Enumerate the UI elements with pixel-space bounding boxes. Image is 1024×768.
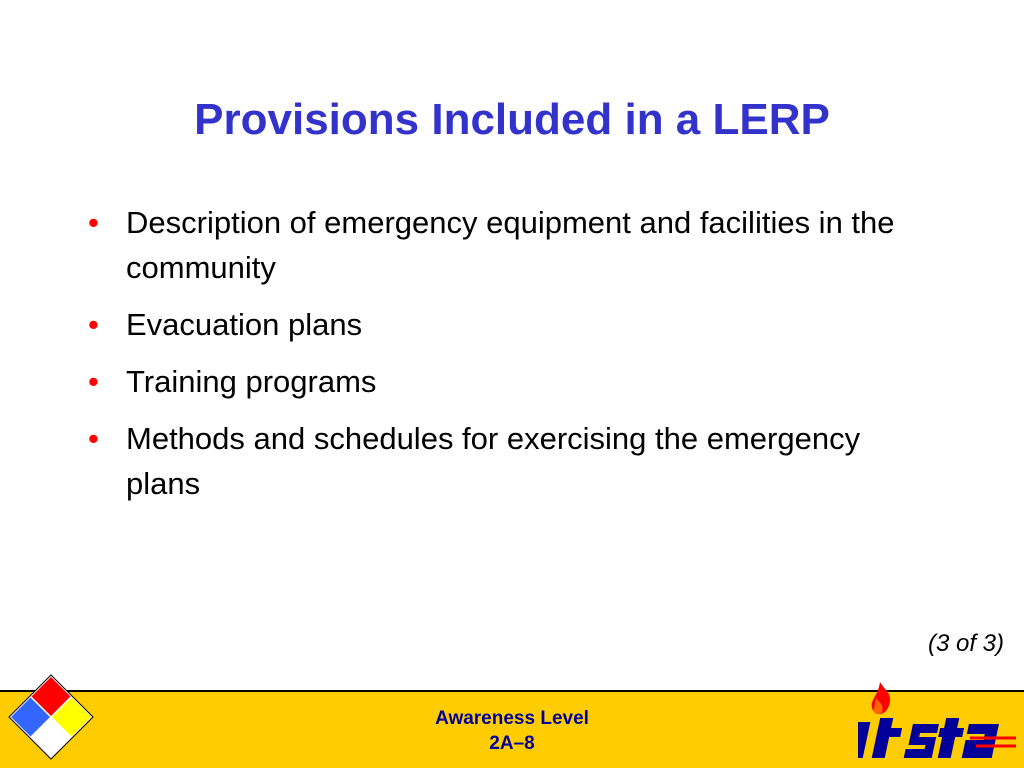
page-marker: (3 of 3) <box>927 630 1004 657</box>
bullet-item <box>84 416 904 506</box>
ifsta-logo-icon <box>858 672 1020 764</box>
bullet-list <box>84 200 904 518</box>
bullet-item <box>84 200 904 290</box>
bullet-item <box>84 302 904 347</box>
slide-title: Provisions Included in a LERP <box>194 95 830 144</box>
footer-slide-number: 2A–8 <box>489 733 535 754</box>
footer-level: Awareness Level <box>435 708 589 729</box>
bullet-text: Evacuation plans <box>126 307 363 342</box>
bullet-marker: • <box>88 364 99 399</box>
bullet-text: Training programs <box>126 364 377 399</box>
bullet-marker: • <box>88 205 99 240</box>
hazmat-diamond-icon <box>6 672 96 762</box>
bullet-item <box>84 359 904 404</box>
bullet-text: Methods and schedules for exercising the emergency plans <box>126 421 861 501</box>
bullet-text: Description of emergency equipment and facilities in the community <box>126 205 895 285</box>
bullet-marker: • <box>88 421 99 456</box>
bullet-marker: • <box>88 307 99 342</box>
